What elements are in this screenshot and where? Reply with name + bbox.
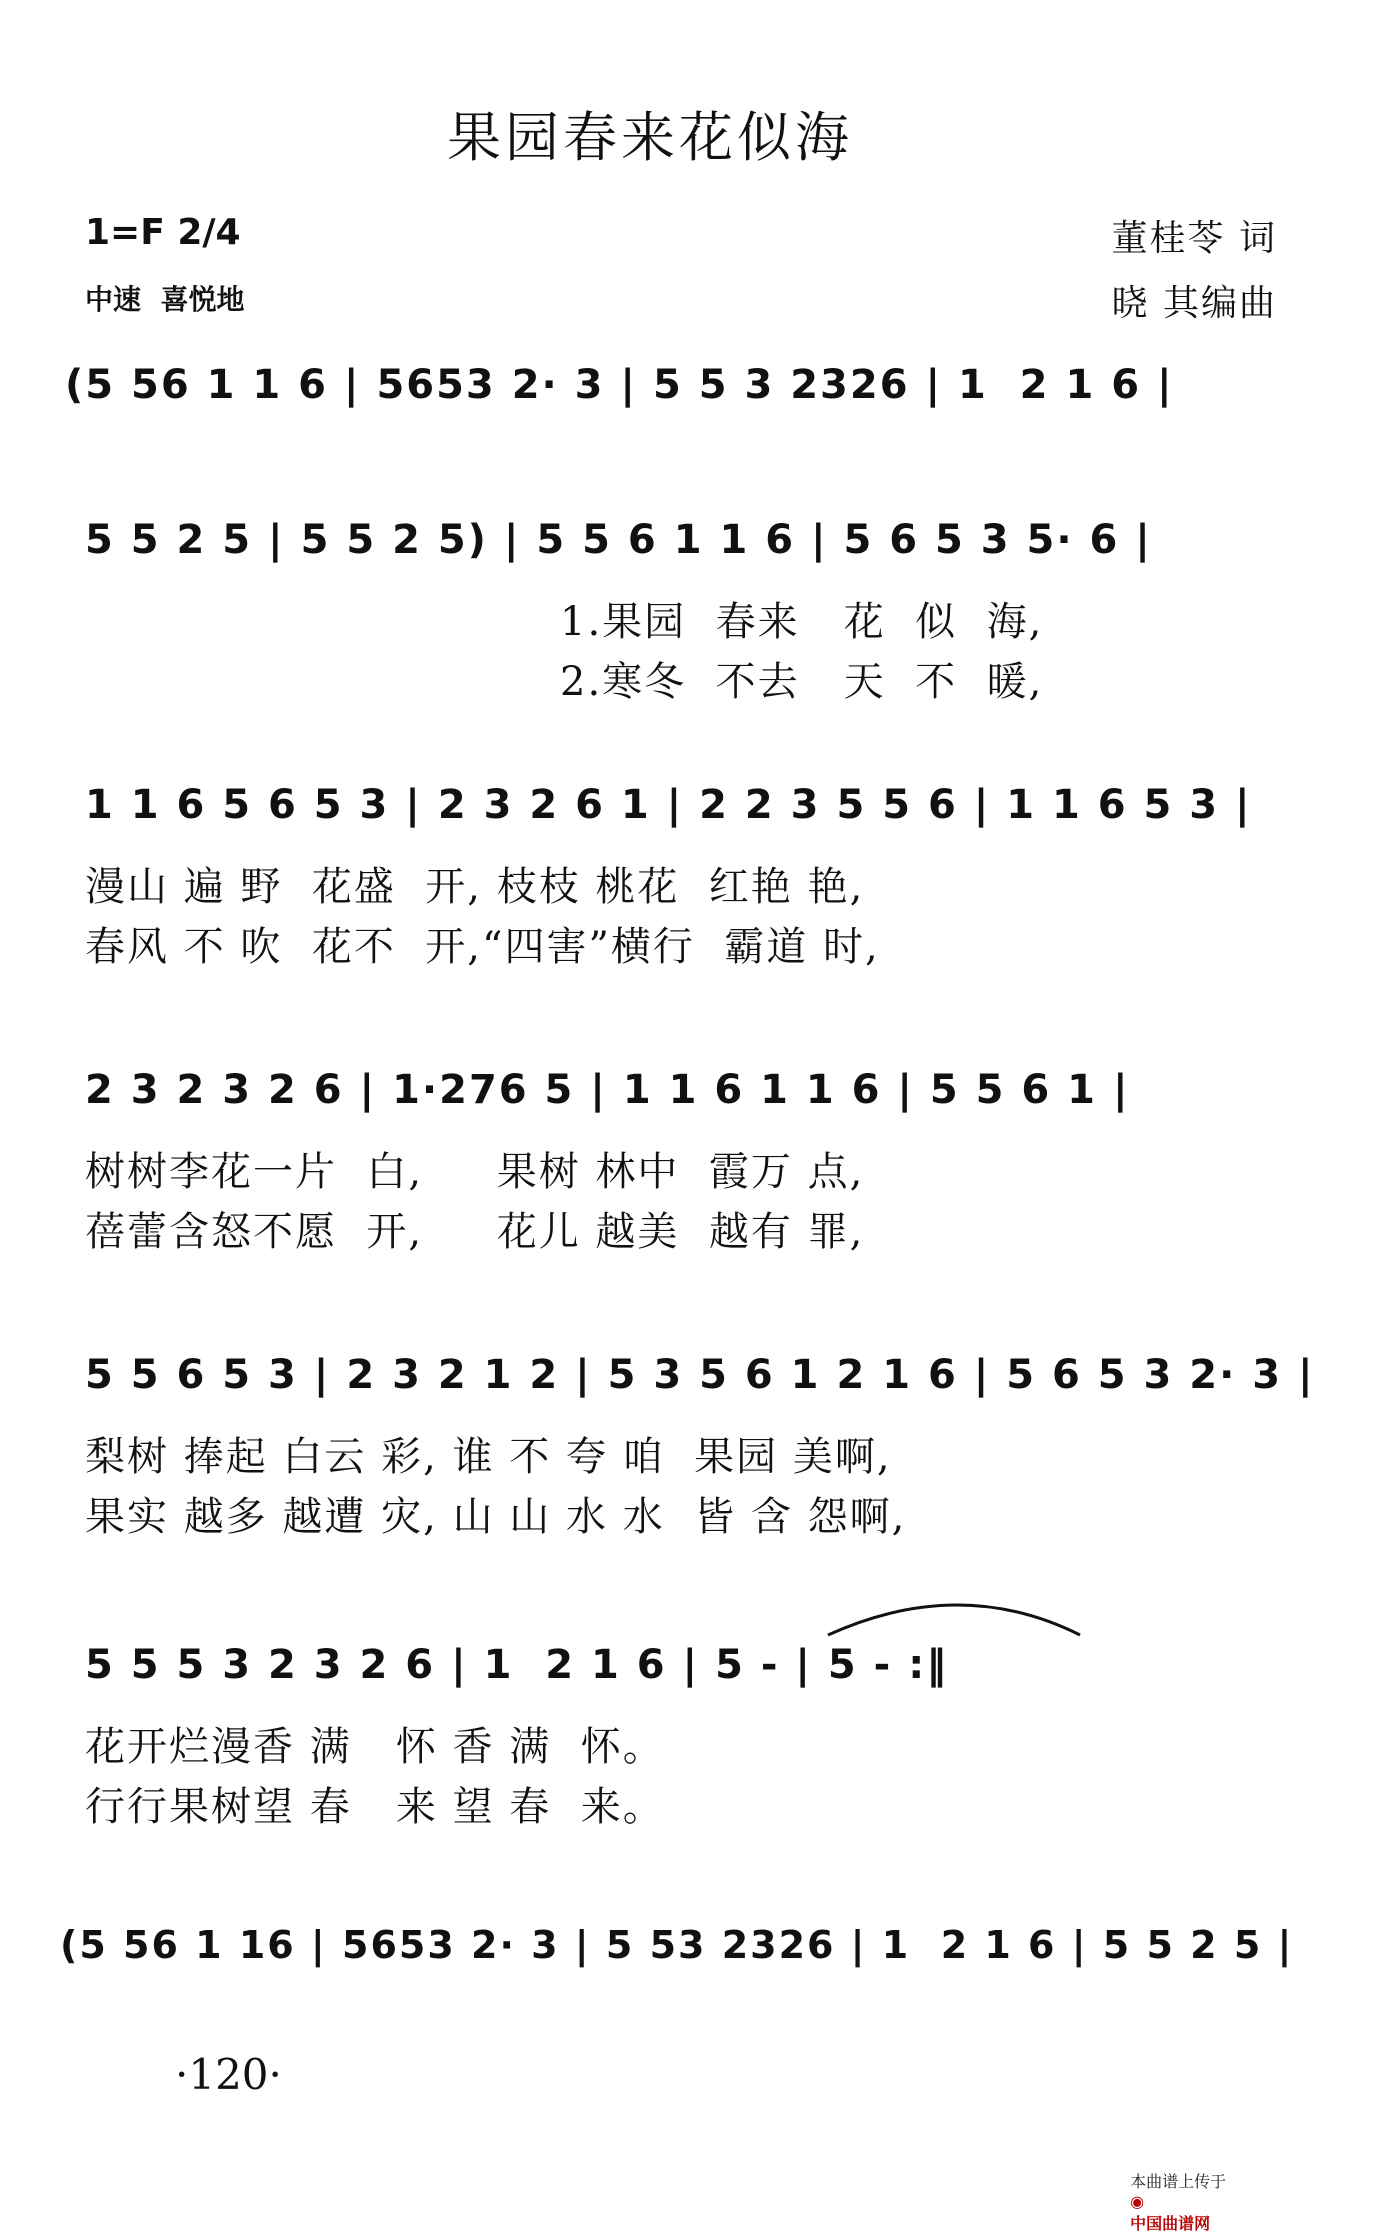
footer-site: 中国曲谱网 (1130, 2214, 1211, 2233)
lyric-verse1-line-5: 梨树 捧起 白云 彩, 谁 不 夸 咱 果园 美啊, (85, 1434, 892, 1480)
key-signature: 1=F 2/4 (85, 212, 241, 253)
page-number: ·120· (175, 2050, 282, 2099)
lyric-verse1-line-6: 花开烂漫香 满 怀 香 满 怀。 (85, 1724, 665, 1770)
lyric-verse2-line-5: 果实 越多 越遭 灾, 山 山 水 水 皆 含 怨啊, (85, 1494, 907, 1540)
notes-line-3: 1 1 6 5 6 5 3 | 2 3 2 6 1 | 2 2 3 5 5 6 | 1 1 6 5 3 | (85, 782, 1252, 828)
lyric-verse1-line-4: 树树李花一片 白, 果树 林中 霞万 点, (85, 1149, 865, 1195)
lyric-verse2-line-2: 2.寒冬 不去 天 不 暖, (560, 659, 1044, 705)
lyric-verse1-line-3: 漫山 遍 野 花盛 开, 枝枝 桃花 红艳 艳, (85, 864, 865, 910)
composer-credit: 晓 其编曲 (1111, 283, 1277, 324)
notes-line-4: 2 3 2 3 2 6 | 1·276 5 | 1 1 6 1 1 6 | 5 5 6 1 | (85, 1067, 1130, 1113)
notes-line-2: 5 5 2 5 | 5 5 2 5) | 5 5 6 1 1 6 | 5 6 5 3 5· 6 | (85, 517, 1152, 563)
notes-line-7: (5 56 1 16 | 5653 2· 3 | 5 53 2326 | 1 2 1 6 | 5 5 2 5 | (60, 1923, 1294, 1967)
notes-line-6: 5 5 5 3 2 3 2 6 | 1 2 1 6 | 5 - | 5 - :‖ (85, 1642, 949, 1688)
page-title: 果园春来花似海 (447, 106, 853, 169)
notes-line-5: 5 5 6 5 3 | 2 3 2 1 2 | 5 3 5 6 1 2 1 6 | 5 6 5 3 2· 3 | (85, 1352, 1315, 1398)
lyric-verse2-line-6: 行行果树望 春 来 望 春 来。 (85, 1784, 665, 1830)
lyricist-credit: 董桂苓 词 (1111, 218, 1277, 259)
footer-prefix: 本曲谱上传于 (1130, 2172, 1227, 2191)
lyric-verse2-line-3: 春风 不 吹 花不 开,“四害”横行 霸道 时, (85, 924, 880, 970)
lyric-verse2-line-4: 蓓蕾含怒不愿 开, 花儿 越美 越有 罪, (85, 1209, 865, 1255)
site-logo-icon: ◉ (1130, 2192, 1145, 2211)
notes-line-1: (5 56 1 1 6 | 5653 2· 3 | 5 5 3 2326 | 1 2 1 6 | (65, 362, 1174, 408)
watermark-footer (1120, 2150, 1226, 2234)
lyric-verse1-line-2: 1.果园 春来 花 似 海, (560, 599, 1044, 645)
tempo-marking: 中速 喜悦地 (85, 283, 245, 316)
